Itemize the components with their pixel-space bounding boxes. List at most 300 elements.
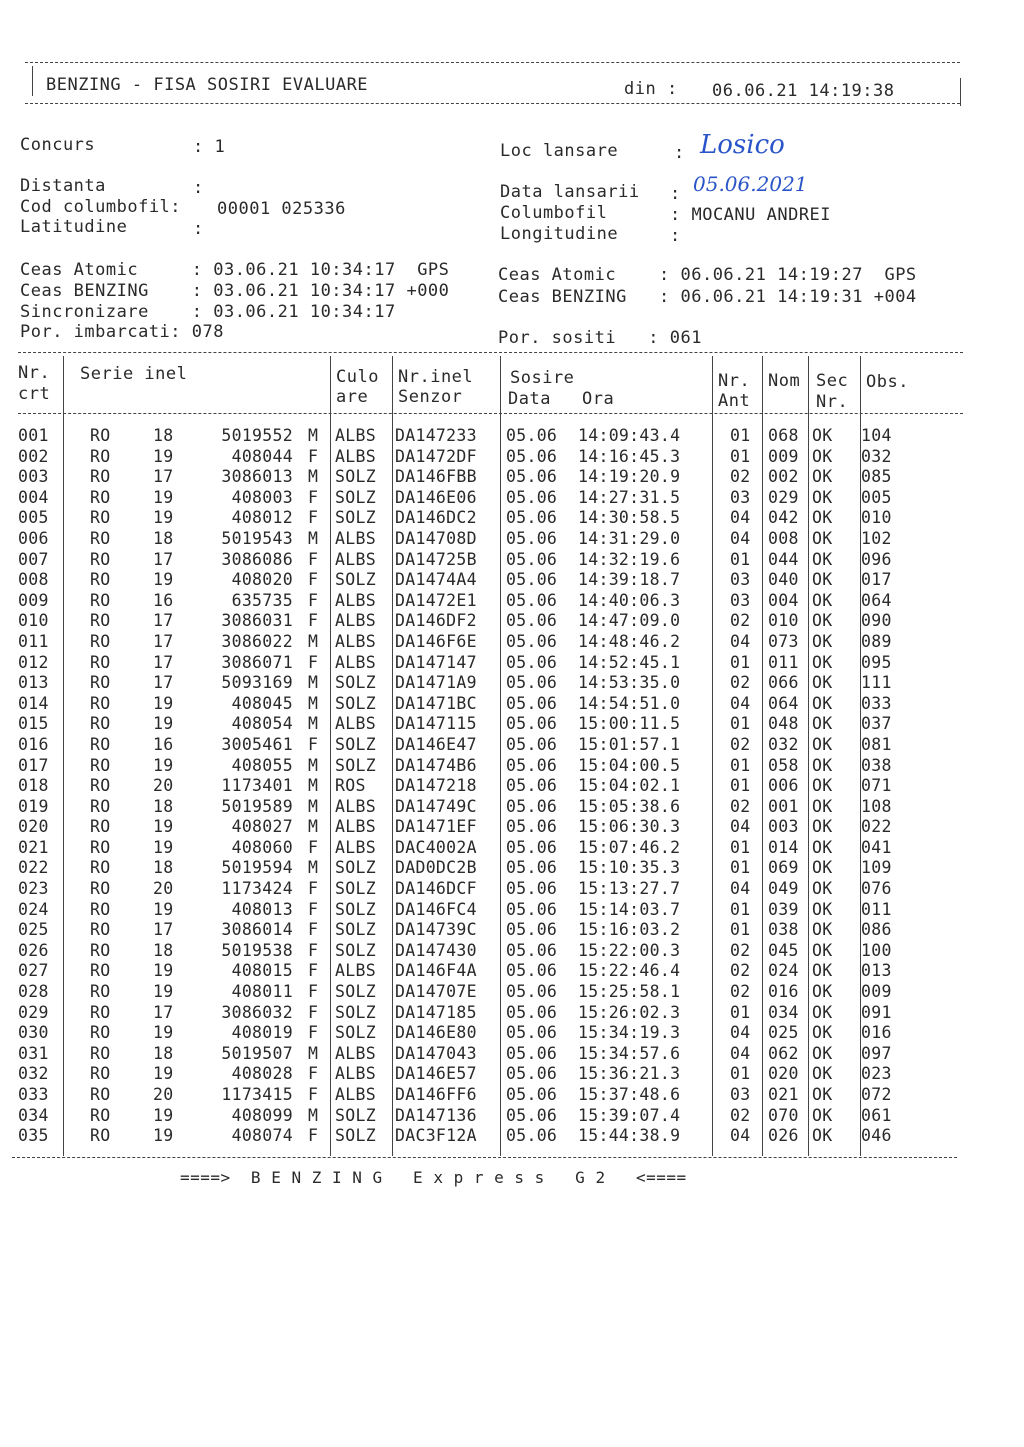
nom: 001 (768, 796, 799, 816)
sensor-ring: DA146E80 (395, 1023, 477, 1043)
ring-number: 408055 (231, 755, 293, 775)
table-row (18, 653, 958, 674)
loc-lansare-label: Loc lansare (500, 141, 619, 161)
row-nr: 007 (18, 549, 49, 569)
footer-brand: ====> B E N Z I N G E x p r e s s G 2 <==== (180, 1168, 687, 1187)
ring-year: 16 (153, 734, 174, 754)
ring-country: RO (90, 1085, 111, 1104)
color: ALBS (335, 1085, 376, 1104)
nom: 026 (768, 1126, 799, 1146)
row-nr: 004 (18, 487, 49, 507)
arrival-time: 14:32:19.6 (578, 549, 681, 569)
sensor-ring: DAC4002A (395, 837, 477, 857)
sec-status: OK (812, 673, 833, 693)
sensor-ring: DA146FC4 (395, 899, 477, 919)
arrival-time: 14:47:09.0 (578, 611, 681, 631)
nr-ant: 01 (730, 776, 751, 796)
ring-year: 20 (153, 879, 174, 899)
nom: 070 (768, 1105, 799, 1125)
ring-number: 408012 (231, 508, 293, 528)
arrival-date: 05.06 (506, 714, 558, 734)
arrival-time: 14:54:51.0 (578, 693, 681, 713)
nr-ant: 04 (730, 1126, 751, 1146)
nr-ant: 03 (730, 487, 751, 507)
row-nr: 021 (18, 837, 49, 857)
arrival-date: 05.06 (506, 467, 558, 487)
ring-year: 19 (153, 899, 174, 919)
ring-number: 408013 (231, 899, 293, 919)
nr-ant: 01 (730, 652, 751, 672)
col-header-nr-ant: Nr. (718, 371, 751, 391)
nom: 010 (768, 611, 799, 631)
obs: 081 (861, 734, 892, 754)
table-row (18, 1023, 958, 1044)
ring-number: 408099 (231, 1105, 293, 1125)
obs: 009 (861, 982, 892, 1002)
color: SOLZ (335, 734, 376, 754)
ring-country: RO (90, 426, 111, 445)
arrival-time: 15:04:02.1 (578, 776, 681, 796)
ring-year: 19 (153, 961, 174, 981)
col-header-sosire: Sosire (510, 368, 575, 388)
date-label: din : (624, 79, 678, 99)
color: SOLZ (335, 920, 376, 940)
ring-country: RO (90, 590, 111, 610)
sec-status: OK (812, 776, 833, 796)
color: SOLZ (335, 899, 376, 919)
nr-ant: 04 (730, 693, 751, 713)
arrival-date: 05.06 (506, 528, 558, 548)
nom: 016 (768, 982, 799, 1002)
arrival-date: 05.06 (506, 1126, 558, 1146)
sec-status: OK (812, 1126, 833, 1146)
color: SOLZ (335, 858, 376, 878)
obs: 071 (861, 776, 892, 796)
sec-status: OK (812, 487, 833, 507)
sex: F (308, 837, 319, 857)
obs: 023 (861, 1064, 892, 1084)
ring-year: 19 (153, 817, 174, 837)
obs: 100 (861, 940, 892, 960)
nom: 034 (768, 1002, 799, 1022)
arrival-date: 05.06 (506, 487, 558, 507)
longitudine-label: Longitudine (500, 224, 619, 244)
table-row (18, 961, 958, 982)
ring-country: RO (90, 776, 111, 796)
color: ALBS (335, 446, 376, 466)
nr-ant: 04 (730, 1023, 751, 1043)
arrival-time: 15:34:19.3 (578, 1023, 681, 1043)
ring-country: RO (90, 611, 111, 631)
nr-ant: 02 (730, 673, 751, 693)
sensor-ring: DA14725B (395, 549, 477, 569)
arrival-time: 15:22:00.3 (578, 940, 681, 960)
ring-number: 3086031 (221, 611, 293, 631)
sensor-ring: DA1474B6 (395, 755, 477, 775)
arrival-time: 14:48:46.2 (578, 631, 681, 651)
nom: 004 (768, 590, 799, 610)
sec-status: OK (812, 817, 833, 837)
sex: F (308, 1126, 319, 1146)
loc-lansare-sep: : (674, 143, 685, 163)
obs: 076 (861, 879, 892, 899)
nom: 049 (768, 879, 799, 899)
sec-status: OK (812, 1105, 833, 1125)
ring-number: 408074 (231, 1126, 293, 1146)
ring-year: 19 (153, 982, 174, 1002)
ring-number: 408054 (231, 714, 293, 734)
sensor-ring: DA1471BC (395, 693, 477, 713)
sensor-ring: DAC3F12A (395, 1126, 477, 1146)
row-nr: 016 (18, 734, 49, 754)
color: ALBS (335, 961, 376, 981)
arrival-date: 05.06 (506, 446, 558, 466)
table-bottom-border (12, 1157, 957, 1158)
obs: 108 (861, 796, 892, 816)
ring-year: 19 (153, 693, 174, 713)
sec-status: OK (812, 796, 833, 816)
arrival-date: 05.06 (506, 508, 558, 528)
nom: 024 (768, 961, 799, 981)
nr-ant: 01 (730, 755, 751, 775)
ring-country: RO (90, 528, 111, 548)
color: SOLZ (335, 982, 376, 1002)
nr-ant: 03 (730, 570, 751, 590)
row-nr: 001 (18, 426, 49, 445)
table-row (18, 694, 958, 715)
sensor-ring: DA147233 (395, 426, 477, 445)
sec-status: OK (812, 549, 833, 569)
arrival-date: 05.06 (506, 940, 558, 960)
row-nr: 009 (18, 590, 49, 610)
nom: 048 (768, 714, 799, 734)
nr-ant: 01 (730, 446, 751, 466)
nom: 032 (768, 734, 799, 754)
sex: F (308, 920, 319, 940)
ring-year: 19 (153, 1064, 174, 1084)
row-nr: 027 (18, 961, 49, 981)
obs: 072 (861, 1085, 892, 1104)
columbofil-value: : MOCANU ANDREI (670, 205, 832, 225)
color: ALBS (335, 837, 376, 857)
arrival-date: 05.06 (506, 1023, 558, 1043)
sex: M (308, 1105, 319, 1125)
ring-year: 19 (153, 570, 174, 590)
table-row (18, 426, 958, 447)
obs: 032 (861, 446, 892, 466)
arrival-time: 14:53:35.0 (578, 673, 681, 693)
sec-status: OK (812, 1002, 833, 1022)
nr-ant: 03 (730, 590, 751, 610)
table-row (18, 776, 958, 797)
arrival-date: 05.06 (506, 755, 558, 775)
obs: 011 (861, 899, 892, 919)
table-row (18, 838, 958, 859)
nr-ant: 01 (730, 837, 751, 857)
nom: 020 (768, 1064, 799, 1084)
left-por-imbarcati: Por. imbarcati: 078 (20, 322, 224, 342)
sex: M (308, 528, 319, 548)
color: ALBS (335, 714, 376, 734)
table-row (18, 941, 958, 962)
color: SOLZ (335, 940, 376, 960)
latitudine-label: Latitudine (20, 217, 128, 237)
col-header-nom: Nom (768, 371, 801, 391)
nom: 064 (768, 693, 799, 713)
obs: 046 (861, 1126, 892, 1146)
obs: 022 (861, 817, 892, 837)
row-nr: 029 (18, 1002, 49, 1022)
sex: F (308, 1023, 319, 1043)
color: SOLZ (335, 467, 376, 487)
sex: M (308, 755, 319, 775)
latitudine-value: : (193, 219, 204, 239)
color: SOLZ (335, 693, 376, 713)
ring-country: RO (90, 652, 111, 672)
ring-number: 3086071 (221, 652, 293, 672)
left-ceas-benzing: Ceas BENZING : 03.06.21 10:34:17 +000 (20, 281, 450, 301)
sec-status: OK (812, 1023, 833, 1043)
ring-country: RO (90, 1043, 111, 1063)
obs: 104 (861, 426, 892, 445)
sensor-ring: DA146E47 (395, 734, 477, 754)
arrival-time: 15:07:46.2 (578, 837, 681, 857)
row-nr: 022 (18, 858, 49, 878)
row-nr: 028 (18, 982, 49, 1002)
row-nr: 030 (18, 1023, 49, 1043)
ring-number: 408027 (231, 817, 293, 837)
sec-status: OK (812, 982, 833, 1002)
sec-status: OK (812, 755, 833, 775)
nom: 009 (768, 446, 799, 466)
ring-country: RO (90, 446, 111, 466)
arrival-date: 05.06 (506, 570, 558, 590)
arrival-date: 05.06 (506, 590, 558, 610)
arrival-time: 15:06:30.3 (578, 817, 681, 837)
header-bottom-border (25, 103, 960, 104)
ring-number: 5019589 (221, 796, 293, 816)
arrival-time: 14:31:29.0 (578, 528, 681, 548)
arrival-date: 05.06 (506, 1064, 558, 1084)
obs: 041 (861, 837, 892, 857)
ring-country: RO (90, 734, 111, 754)
arrival-time: 15:14:03.7 (578, 899, 681, 919)
sensor-ring: DA146DC2 (395, 508, 477, 528)
ring-number: 408045 (231, 693, 293, 713)
arrivals-table (18, 426, 958, 1147)
row-nr: 008 (18, 570, 49, 590)
cod-columbofil-value: 00001 025336 (217, 199, 346, 219)
arrival-time: 15:44:38.9 (578, 1126, 681, 1146)
col-header-data: Data (508, 389, 551, 409)
sec-status: OK (812, 570, 833, 590)
sec-status: OK (812, 446, 833, 466)
sex: M (308, 426, 319, 445)
nom: 039 (768, 899, 799, 919)
ring-country: RO (90, 549, 111, 569)
table-row (18, 447, 958, 468)
ring-number: 5019538 (221, 940, 293, 960)
sex: F (308, 508, 319, 528)
row-nr: 026 (18, 940, 49, 960)
nom: 040 (768, 570, 799, 590)
ring-year: 19 (153, 1126, 174, 1146)
color: ALBS (335, 549, 376, 569)
sex: F (308, 549, 319, 569)
arrival-time: 15:26:02.3 (578, 1002, 681, 1022)
table-row (18, 467, 958, 488)
arrival-date: 05.06 (506, 899, 558, 919)
ring-country: RO (90, 837, 111, 857)
row-nr: 033 (18, 1085, 49, 1104)
nr-ant: 01 (730, 549, 751, 569)
sensor-ring: DAD0DC2B (395, 858, 477, 878)
sex: M (308, 776, 319, 796)
sex: F (308, 1002, 319, 1022)
arrival-time: 15:37:48.6 (578, 1085, 681, 1104)
arrival-date: 05.06 (506, 879, 558, 899)
right-por-sositi: Por. sositi : 061 (498, 328, 702, 348)
ring-number: 408019 (231, 1023, 293, 1043)
obs: 085 (861, 467, 892, 487)
nom: 062 (768, 1043, 799, 1063)
row-nr: 015 (18, 714, 49, 734)
sensor-ring: DA147218 (395, 776, 477, 796)
sec-status: OK (812, 611, 833, 631)
row-nr: 012 (18, 652, 49, 672)
sex: F (308, 611, 319, 631)
color: SOLZ (335, 1023, 376, 1043)
row-nr: 025 (18, 920, 49, 940)
nr-ant: 02 (730, 796, 751, 816)
row-nr: 003 (18, 467, 49, 487)
table-row (18, 920, 958, 941)
sex: F (308, 1085, 319, 1104)
ring-year: 17 (153, 549, 174, 569)
nr-ant: 01 (730, 858, 751, 878)
sex: M (308, 796, 319, 816)
data-lansarii-sep: : (670, 184, 681, 204)
ring-country: RO (90, 755, 111, 775)
obs: 038 (861, 755, 892, 775)
ring-number: 3005461 (221, 734, 293, 754)
sex: F (308, 899, 319, 919)
nr-ant: 04 (730, 817, 751, 837)
ring-country: RO (90, 714, 111, 734)
color: SOLZ (335, 508, 376, 528)
ring-number: 5019543 (221, 528, 293, 548)
sensor-ring: DA14708D (395, 528, 477, 548)
arrival-date: 05.06 (506, 631, 558, 651)
nom: 038 (768, 920, 799, 940)
row-nr: 024 (18, 899, 49, 919)
ring-year: 20 (153, 1085, 174, 1104)
row-nr: 005 (18, 508, 49, 528)
ring-year: 17 (153, 631, 174, 651)
nr-ant: 02 (730, 940, 751, 960)
obs: 017 (861, 570, 892, 590)
right-ceas-atomic: Ceas Atomic : 06.06.21 14:19:27 GPS (498, 265, 917, 285)
sec-status: OK (812, 920, 833, 940)
color: ALBS (335, 590, 376, 610)
ring-number: 635735 (231, 590, 293, 610)
sec-status: OK (812, 1064, 833, 1084)
sensor-ring: DA146DCF (395, 879, 477, 899)
longitudine-value: : (670, 226, 681, 246)
ring-number: 3086014 (221, 920, 293, 940)
sex: F (308, 961, 319, 981)
obs: 010 (861, 508, 892, 528)
obs: 033 (861, 693, 892, 713)
row-nr: 035 (18, 1126, 49, 1146)
ring-number: 5093169 (221, 673, 293, 693)
ring-country: RO (90, 982, 111, 1002)
right-ceas-benzing: Ceas BENZING : 06.06.21 14:19:31 +004 (498, 287, 917, 307)
arrival-date: 05.06 (506, 652, 558, 672)
sensor-ring: DA14707E (395, 982, 477, 1002)
ring-country: RO (90, 899, 111, 919)
arrival-date: 05.06 (506, 776, 558, 796)
sec-status: OK (812, 467, 833, 487)
row-nr: 011 (18, 631, 49, 651)
sensor-ring: DA1472E1 (395, 590, 477, 610)
obs: 109 (861, 858, 892, 878)
nom: 044 (768, 549, 799, 569)
col-header-ora: Ora (582, 389, 615, 409)
ring-number: 5019552 (221, 426, 293, 445)
color: SOLZ (335, 879, 376, 899)
color: ROS (335, 776, 366, 796)
obs: 096 (861, 549, 892, 569)
table-row (18, 673, 958, 694)
obs: 097 (861, 1043, 892, 1063)
nr-ant: 02 (730, 734, 751, 754)
nom: 006 (768, 776, 799, 796)
sex: M (308, 714, 319, 734)
arrival-date: 05.06 (506, 1002, 558, 1022)
table-row (18, 632, 958, 653)
arrival-date: 05.06 (506, 858, 558, 878)
arrival-time: 15:10:35.3 (578, 858, 681, 878)
ring-year: 16 (153, 590, 174, 610)
arrival-date: 05.06 (506, 673, 558, 693)
nom: 003 (768, 817, 799, 837)
loc-lansare-handwritten: Losico (700, 130, 785, 160)
color: SOLZ (335, 1105, 376, 1125)
row-nr: 017 (18, 755, 49, 775)
ring-year: 18 (153, 796, 174, 816)
sex: F (308, 982, 319, 1002)
nom: 045 (768, 940, 799, 960)
table-row (18, 714, 958, 735)
sensor-ring: DA147043 (395, 1043, 477, 1063)
ring-country: RO (90, 1002, 111, 1022)
header-top-border (25, 62, 960, 63)
sec-status: OK (812, 631, 833, 651)
ring-country: RO (90, 1105, 111, 1125)
ring-number: 408015 (231, 961, 293, 981)
ring-year: 19 (153, 1105, 174, 1125)
ring-country: RO (90, 858, 111, 878)
sex: F (308, 570, 319, 590)
arrival-time: 15:04:00.5 (578, 755, 681, 775)
arrival-time: 15:01:57.1 (578, 734, 681, 754)
arrival-time: 15:34:57.6 (578, 1043, 681, 1063)
sensor-ring: DA146F6E (395, 631, 477, 651)
data-lansarii-label: Data lansarii (500, 182, 640, 202)
color: SOLZ (335, 1002, 376, 1022)
ring-year: 17 (153, 652, 174, 672)
